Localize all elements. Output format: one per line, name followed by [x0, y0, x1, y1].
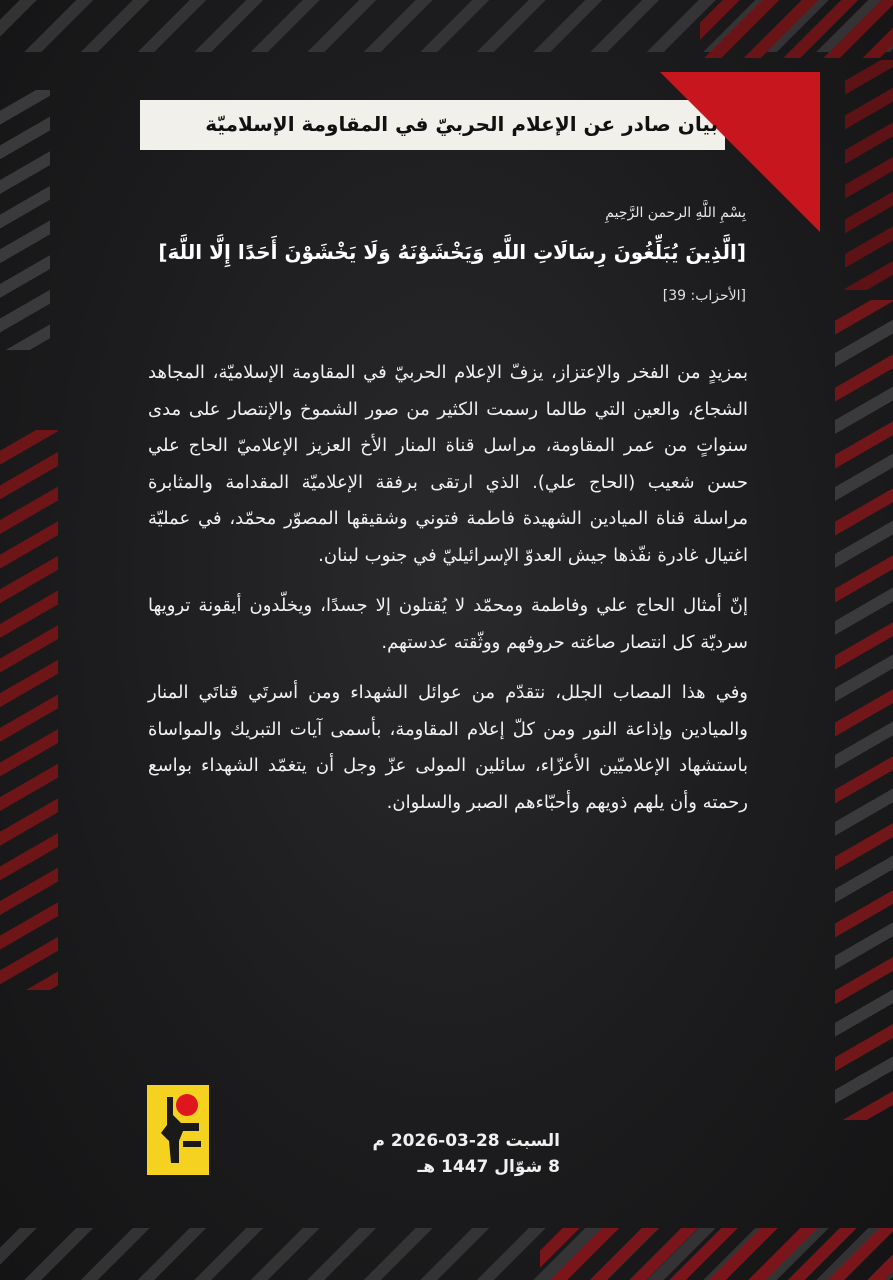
date-hijri: 8 شوّال 1447 هـ — [417, 1157, 560, 1177]
quran-verse: [الَّذِينَ يُبَلِّغُونَ رِسَالَاتِ اللَّهِ وَيَخْشَوْنَهُ وَلَا يَخْشَوْنَ أَحَدًا إِلَّا اللَّهَ] — [158, 240, 746, 264]
bottom-red-stripe-band — [540, 1228, 893, 1280]
basmala: بِسْمِ اللَّهِ الرحمن الرَّحِيمِ — [605, 205, 746, 221]
page-title: بيان صادر عن الإعلام الحربيّ في المقاومة الإسلاميّة — [205, 112, 718, 136]
left-grey-stripe-band — [0, 90, 50, 350]
right-top-stripe-band — [845, 60, 893, 290]
left-red-stripe-band — [0, 430, 58, 990]
date-gregorian: السبت 28-03-2026 م — [372, 1131, 560, 1151]
statement-paragraph-1: بمزيدٍ من الفخر والإعتزاز، يزفّ الإعلام الحربيّ في المقاومة الإسلاميّة، المجاهد الشجاع، والعين التي طالما رسمت الكثير من صور الشموخ والإنتصار على مدى سنواتٍ من عمر المقاومة، مراسل قناة المنار الأخ العزيز الإعلاميّ الحاج علي حسن شعيب (الحاج علي). الذي ارتقى برفقة الإعلاميّة المقدامة والمثابرة مراسلة قناة الميادين الشهيدة فاطمة فتوني وشقيقها المصوّر محمّد، في عمليّة اغتيال غادرة نفّذها جيش العدوّ الإسرائيليّ في جنوب لبنان. — [148, 362, 748, 566]
resistance-emblem-icon — [147, 1085, 209, 1175]
verse-reference: [الأحزاب: 39] — [662, 288, 746, 304]
statement-paragraph-3: وفي هذا المصاب الجلل، نتقدّم من عوائل الشهداء ومن أسرتَي قناتَي المنار والميادين وإذاعة النور ومن كلّ إعلام المقاومة، بأسمى آيات التبريك والمواساة باستشهاد الإعلاميّين الأعزّاء، سائلين المولى عزّ وجل أن يتغمّد الشهداء بواسع رحمته وأن يلهم ذويهم وأحبّاءهم الصبر والسلوان. — [148, 682, 748, 813]
statement-body — [148, 355, 748, 835]
statement-paragraph-2: إنّ أمثال الحاج علي وفاطمة ومحمّد لا يُقتلون إلا جسدًا، ويخلّدون أيقونة ترويها سرديّة كل انتصار صاغته حروفهم ووثّقته عدستهم. — [148, 595, 748, 653]
right-red-stripe-band — [835, 300, 893, 1120]
statement-date — [340, 1128, 560, 1180]
top-red-stripe-band — [700, 0, 893, 58]
